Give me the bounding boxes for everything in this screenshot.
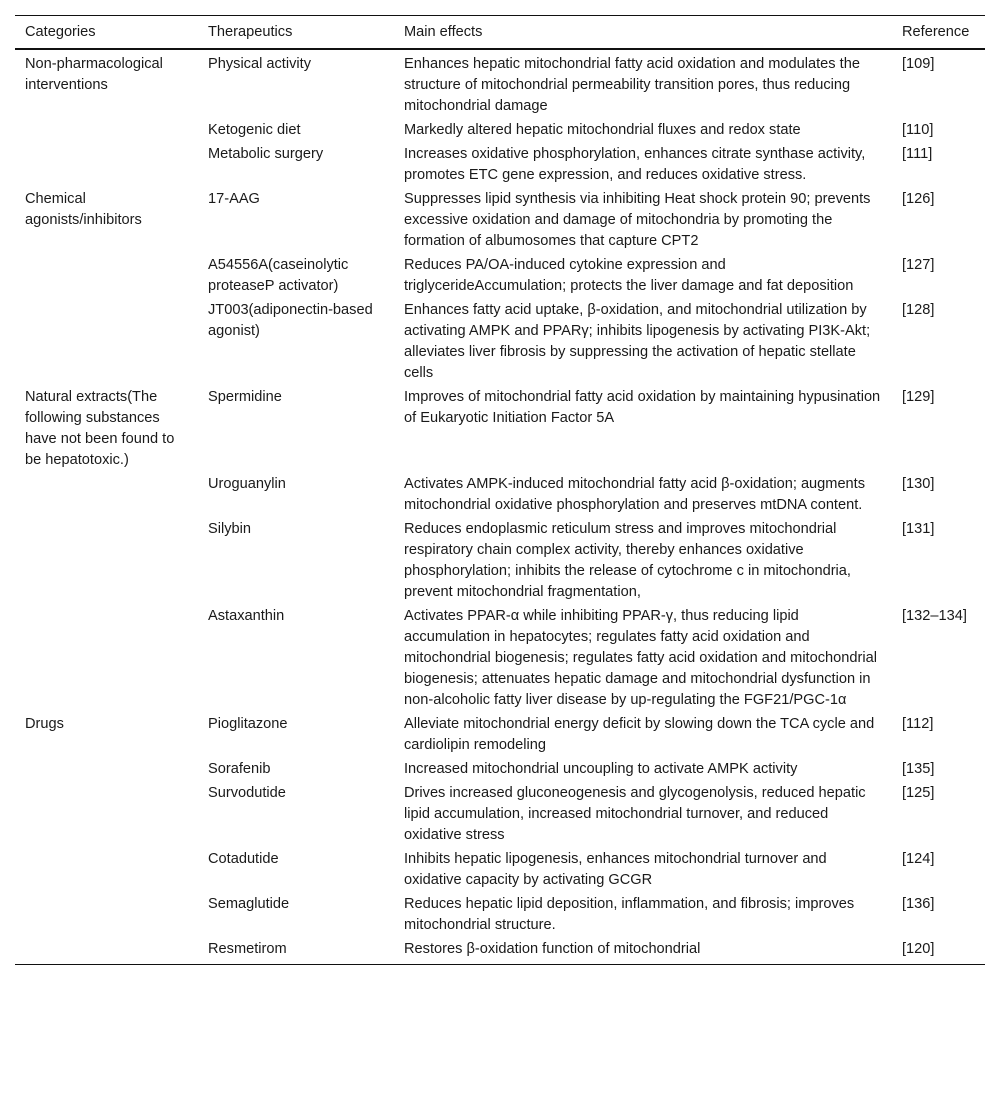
reference-link[interactable]: [111] — [902, 146, 933, 162]
category-cell: Non-pharmacological interventions — [25, 56, 163, 93]
category-cell: Chemical agonists/inhibitors — [25, 191, 142, 228]
header-therapeutics: Therapeutics — [198, 16, 394, 50]
therapeutic-cell: Spermidine — [208, 389, 282, 405]
reference-link[interactable]: [136] — [902, 896, 935, 912]
table-row — [15, 298, 985, 385]
effect-cell: Inhibits hepatic lipogenesis, enhances mitochondrial turnover and oxidative capacity by activating GCGR — [404, 851, 827, 888]
table-row — [15, 937, 985, 965]
category-cell: Natural extracts(The following substances have not been found to be hepatotoxic.) — [25, 389, 175, 468]
therapeutic-cell: Survodutide — [208, 785, 286, 801]
category-cell-empty — [15, 604, 198, 712]
effect-cell: Increases oxidative phosphorylation, enhances citrate synthase activity, promotes ETC gene expression, and reduces oxidative stress. — [404, 146, 866, 183]
therapeutic-cell: Metabolic surgery — [208, 146, 324, 162]
therapeutic-cell: Physical activity — [208, 56, 311, 72]
category-cell-empty — [15, 118, 198, 142]
category-cell-empty — [15, 847, 198, 892]
table-row — [15, 847, 985, 892]
effect-cell: Restores β-oxidation function of mitochondrial — [404, 941, 701, 957]
header-main-effects: Main effects — [394, 16, 897, 50]
table-row — [15, 712, 985, 757]
effect-cell: Suppresses lipid synthesis via inhibiting Heat shock protein 90; prevents excessive oxidation and damage of mitochondria by promoting the formation of albumosomes that capture CPT2 — [404, 191, 871, 249]
header-categories: Categories — [15, 16, 198, 50]
table-row — [15, 253, 985, 298]
table-row — [15, 757, 985, 781]
effect-cell: Improves of mitochondrial fatty acid oxidation by maintaining hypusination of Eukaryotic Initiation Factor 5A — [404, 389, 881, 426]
therapeutics-table — [15, 15, 985, 965]
table-header — [15, 16, 985, 50]
reference-link[interactable]: [128] — [902, 302, 935, 318]
therapeutic-cell: Astaxanthin — [208, 608, 285, 624]
reference-link[interactable]: [125] — [902, 785, 935, 801]
effect-cell: Reduces PA/OA-induced cytokine expression and triglycerideAccumulation; protects the liver damage and fat deposition — [404, 257, 854, 294]
reference-link[interactable]: [126] — [902, 191, 935, 207]
table-row — [15, 187, 985, 253]
therapeutic-cell: 17-AAG — [208, 191, 260, 207]
category-cell-empty — [15, 472, 198, 517]
table-row — [15, 892, 985, 937]
therapeutic-cell: Resmetirom — [208, 941, 287, 957]
therapeutic-cell: Cotadutide — [208, 851, 279, 867]
table-row — [15, 49, 985, 118]
table-body — [15, 49, 985, 965]
reference-link[interactable]: [110] — [902, 122, 934, 138]
effect-cell: Reduces hepatic lipid deposition, inflammation, and fibrosis; improves mitochondrial structure. — [404, 896, 855, 933]
effect-cell: Markedly altered hepatic mitochondrial fluxes and redox state — [404, 122, 801, 138]
category-cell-empty — [15, 253, 198, 298]
reference-link[interactable]: [127] — [902, 257, 935, 273]
category-cell-empty — [15, 892, 198, 937]
effect-cell: Activates AMPK-induced mitochondrial fatty acid β-oxidation; augments mitochondrial oxidative phosphorylation and preserves mtDNA content. — [404, 476, 866, 513]
reference-link[interactable]: [129] — [902, 389, 935, 405]
category-cell-empty — [15, 298, 198, 385]
therapeutic-cell: Ketogenic diet — [208, 122, 301, 138]
therapeutic-cell: A54556A(caseinolytic proteaseP activator) — [208, 257, 349, 294]
reference-link[interactable]: [131] — [902, 521, 935, 537]
category-cell: Drugs — [25, 716, 64, 732]
table-row — [15, 118, 985, 142]
therapeutic-cell: Pioglitazone — [208, 716, 288, 732]
effect-cell: Drives increased gluconeogenesis and glycogenolysis, reduced hepatic lipid accumulation, increased mitochondrial turnover, and reduced oxidative stress — [404, 785, 866, 843]
category-cell-empty — [15, 937, 198, 965]
effect-cell: Activates PPAR-α while inhibiting PPAR-γ, thus reducing lipid accumulation in hepatocytes; regulates fatty acid oxidation and mitochondrial biogenesis; regulates fatty acid oxidation and mitochondrial biogenesis; attenuates hepatic damage and mitochondrial dysfunction in non-alcoholic fatty liver disease by up-regulating the FGF21/PGC-1α — [404, 608, 877, 708]
effect-cell: Alleviate mitochondrial energy deficit by slowing down the TCA cycle and cardiolipin remodeling — [404, 716, 875, 753]
category-cell-empty — [15, 757, 198, 781]
category-cell-empty — [15, 517, 198, 604]
header-reference: Reference — [897, 16, 985, 50]
table-row — [15, 472, 985, 517]
reference-link[interactable]: [124] — [902, 851, 935, 867]
effect-cell: Increased mitochondrial uncoupling to activate AMPK activity — [404, 761, 798, 777]
therapeutic-cell: Sorafenib — [208, 761, 271, 777]
therapeutic-cell: JT003(adiponectin-based agonist) — [208, 302, 373, 339]
effect-cell: Enhances fatty acid uptake, β-oxidation, and mitochondrial utilization by activating AMPK and PPARγ; inhibits lipogenesis by activating PI3K-Akt; alleviates liver fibrosis by suppressing the activation of hepatic stellate cells — [404, 302, 871, 381]
reference-link[interactable]: [135] — [902, 761, 935, 777]
effect-cell: Reduces endoplasmic reticulum stress and improves mitochondrial respiratory chain complex activity, thereby enhances oxidative phosphorylation; inhibits the release of cytochrome c in mitochondria, prevent mitochondrial fragmentation, — [404, 521, 851, 600]
effect-cell: Enhances hepatic mitochondrial fatty acid oxidation and modulates the structure of mitochondrial permeability transition pores, thus reducing mitochondrial damage — [404, 56, 860, 114]
reference-link[interactable]: [109] — [902, 56, 935, 72]
reference-link[interactable]: [120] — [902, 941, 935, 957]
therapeutics-table-container — [15, 15, 985, 965]
therapeutic-cell: Uroguanylin — [208, 476, 286, 492]
table-row — [15, 142, 985, 187]
therapeutic-cell: Silybin — [208, 521, 251, 537]
therapeutic-cell: Semaglutide — [208, 896, 290, 912]
reference-link[interactable]: [112] — [902, 716, 934, 732]
table-row — [15, 604, 985, 712]
header-row — [15, 16, 985, 50]
table-row — [15, 517, 985, 604]
reference-link[interactable]: [130] — [902, 476, 935, 492]
reference-link[interactable]: [132–134] — [902, 608, 967, 624]
category-cell-empty — [15, 781, 198, 847]
table-row — [15, 385, 985, 472]
category-cell-empty — [15, 142, 198, 187]
table-row — [15, 781, 985, 847]
